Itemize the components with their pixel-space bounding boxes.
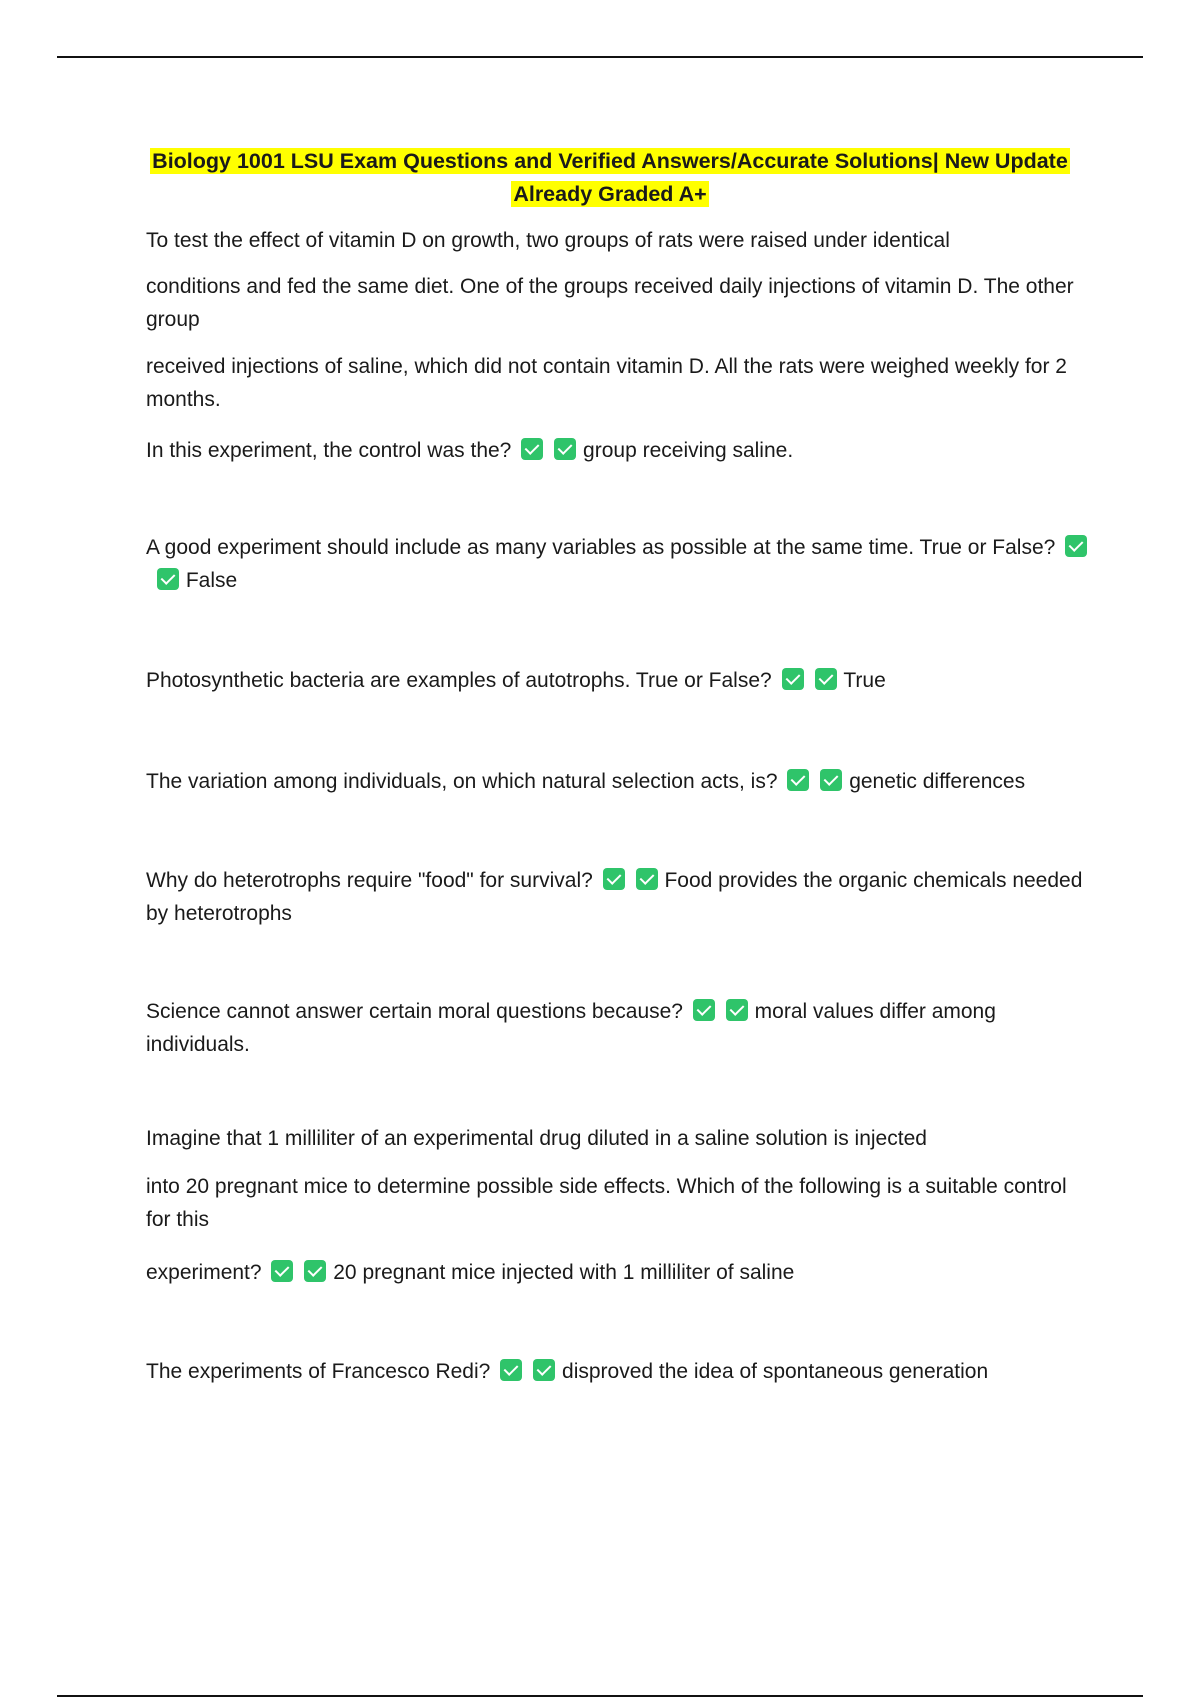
answer-text: group receiving saline. <box>583 439 794 462</box>
check-box-icon <box>500 1359 522 1381</box>
question-text: The variation among individuals, on which natural selection acts, is? <box>146 770 778 793</box>
top-rule <box>57 56 1143 58</box>
check-box-icon <box>782 668 804 690</box>
question-text: Photosynthetic bacteria are examples of autotrophs. True or False? <box>146 669 772 692</box>
check-box-icon <box>157 568 179 590</box>
question-text: In this experiment, the control was the? <box>146 439 512 462</box>
check-box-icon <box>554 438 576 460</box>
qa-item-6 <box>146 995 1090 1061</box>
check-box-icon <box>787 769 809 791</box>
qa-item-7-preamble-1: Imagine that 1 milliliter of an experimental drug diluted in a saline solution is injected <box>146 1127 927 1150</box>
qa-item-1 <box>146 434 1090 467</box>
answer-text: Food provides the organic chemicals needed by heterotrophs <box>146 869 1083 925</box>
qa-item-7-preamble-2: into 20 pregnant mice to determine possible side effects. Which of the following is a suitable control for this <box>146 1175 1067 1231</box>
question-text: A good experiment should include as many variables as possible at the same time. True or False? <box>146 536 1056 559</box>
check-box-icon <box>693 999 715 1021</box>
answer-text: False <box>185 569 238 592</box>
check-box-icon <box>726 999 748 1021</box>
check-box-icon <box>1065 535 1087 557</box>
check-box-icon <box>304 1260 326 1282</box>
page-title <box>140 145 1080 211</box>
answer-text: 20 pregnant mice injected with 1 milliliter of saline <box>333 1261 795 1284</box>
check-box-icon <box>271 1260 293 1282</box>
qa-item-7 <box>146 1256 1090 1289</box>
check-box-icon <box>533 1359 555 1381</box>
qa-item-8 <box>146 1355 1090 1388</box>
answer-text: disproved the idea of spontaneous generation <box>562 1360 989 1383</box>
qa-item-3 <box>146 664 1090 697</box>
title-line-1: Biology 1001 LSU Exam Questions and Verified Answers/Accurate Solutions| New Update <box>152 149 1068 173</box>
intro-line-3: received injections of saline, which did not contain vitamin D. All the rats were weighed weekly for 2 months. <box>146 355 1067 411</box>
qa-item-4 <box>146 765 1090 798</box>
answer-text: moral values differ among individuals. <box>146 1000 996 1056</box>
intro-line-2: conditions and fed the same diet. One of the groups received daily injections of vitamin D. The other group <box>146 275 1074 331</box>
question-text: experiment? <box>146 1261 262 1284</box>
check-box-icon <box>603 868 625 890</box>
check-box-icon <box>521 438 543 460</box>
question-text: The experiments of Francesco Redi? <box>146 1360 491 1383</box>
bottom-rule <box>57 1695 1143 1697</box>
check-box-icon <box>636 868 658 890</box>
qa-item-2 <box>146 531 1090 597</box>
title-line-2: Already Graded A+ <box>513 182 707 206</box>
answer-text: genetic differences <box>849 770 1026 793</box>
check-box-icon <box>820 769 842 791</box>
answer-text: True <box>843 669 886 692</box>
check-box-icon <box>815 668 837 690</box>
qa-item-5 <box>146 864 1090 930</box>
question-text: Science cannot answer certain moral questions because? <box>146 1000 683 1023</box>
question-text: Why do heterotrophs require "food" for survival? <box>146 869 593 892</box>
intro-line-1: To test the effect of vitamin D on growth, two groups of rats were raised under identical <box>146 229 950 252</box>
